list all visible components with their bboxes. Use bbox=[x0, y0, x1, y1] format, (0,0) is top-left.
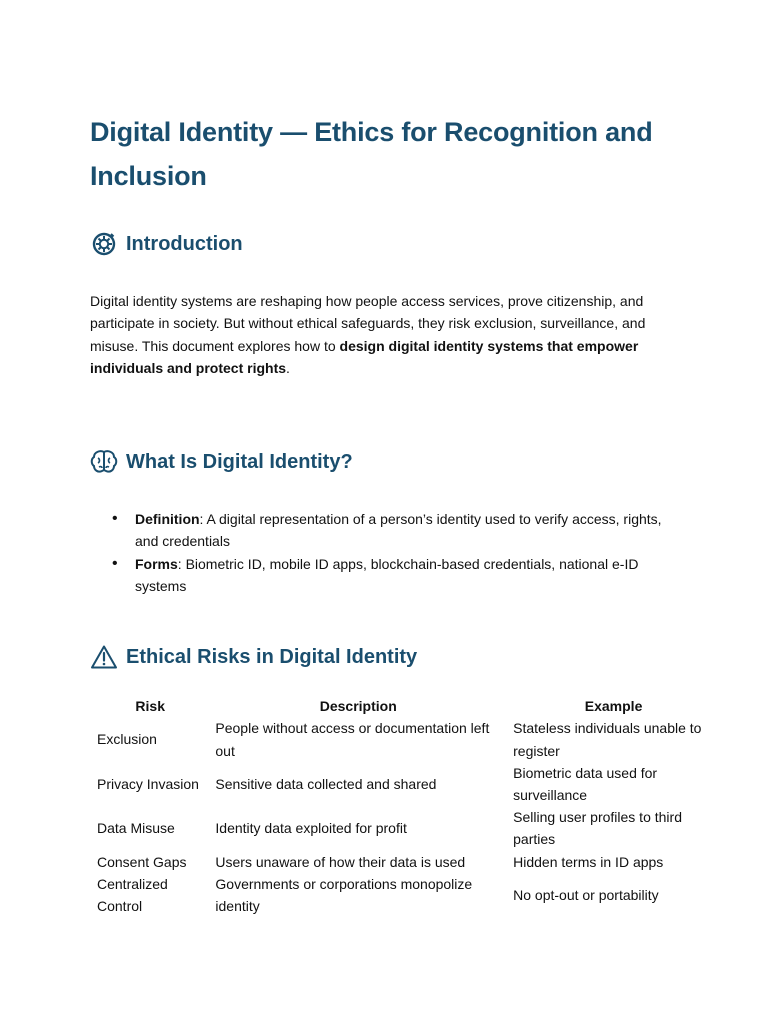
list-item-text: : Biometric ID, mobile ID apps, blockchain-based credentials, national e-ID systems bbox=[135, 555, 639, 595]
table-cell-example: Stateless individuals unable to register bbox=[513, 720, 702, 759]
gear-badge-icon bbox=[90, 230, 118, 258]
column-header-risk: Risk bbox=[135, 698, 165, 715]
table-cell-risk: Consent Gaps bbox=[97, 853, 187, 870]
table-header-row bbox=[91, 695, 720, 717]
table-cell-risk: Privacy Invasion bbox=[97, 775, 199, 792]
table-cell-example: Hidden terms in ID apps bbox=[513, 853, 664, 870]
table-cell-risk: Exclusion bbox=[97, 731, 157, 748]
table-cell-risk: Centralized Control bbox=[97, 875, 168, 914]
column-header-example: Example bbox=[584, 698, 643, 715]
list-item-text: : A digital representation of a person’s identity used to verify access, rights, and credentials bbox=[135, 511, 662, 550]
table-cell-description: Governments or corporations monopolize identity bbox=[215, 875, 473, 914]
table-cell-risk: Data Misuse bbox=[97, 820, 175, 837]
table-cell-description: Sensitive data collected and shared bbox=[215, 775, 437, 792]
bullet-icon: • bbox=[112, 510, 118, 528]
table-cell-description: Identity data exploited for profit bbox=[215, 820, 407, 837]
table-cell-description: Users unaware of how their data is used bbox=[215, 853, 466, 870]
intro-text-end: . bbox=[286, 359, 290, 376]
table-cell-description: People without access or documentation left out bbox=[215, 720, 490, 759]
list-item bbox=[90, 508, 675, 553]
section-heading-what-is-digital-identity bbox=[90, 446, 720, 478]
intro-text: Digital identity systems are reshaping how people access services, prove citizenship, and participate in society. But without ethical safeguards, they risk exclusion, surveillance, and misuse. This document explores how to bbox=[90, 293, 646, 354]
table-row bbox=[91, 762, 720, 806]
intro-emphasis: design digital identity systems that empower individuals and protect rights bbox=[90, 337, 639, 376]
table-cell-example: Biometric data used for surveillance bbox=[513, 764, 658, 803]
section-heading-introduction bbox=[90, 228, 720, 260]
section-heading-ethical-risks bbox=[90, 641, 720, 673]
brain-icon bbox=[90, 448, 118, 476]
risks-table bbox=[91, 695, 720, 917]
table-row bbox=[91, 851, 720, 873]
column-header-description: Description bbox=[319, 698, 397, 715]
intro-paragraph bbox=[90, 290, 690, 379]
section-heading-label: Introduction bbox=[126, 232, 243, 255]
list-item-term: Definition bbox=[135, 511, 200, 528]
table-cell-example: Selling user profiles to third parties bbox=[513, 809, 682, 848]
table-row bbox=[91, 873, 720, 917]
list-item-term: Forms bbox=[135, 555, 178, 572]
warning-icon bbox=[90, 643, 118, 671]
section-heading-label: What Is Digital Identity? bbox=[126, 450, 353, 473]
document-title: Digital Identity — Ethics for Recognition and Inclusion bbox=[90, 117, 653, 191]
table-row bbox=[91, 717, 720, 761]
definition-list bbox=[90, 508, 720, 597]
list-item bbox=[90, 553, 675, 598]
bullet-icon: • bbox=[112, 554, 118, 572]
document-page bbox=[90, 110, 720, 917]
section-heading-label: Ethical Risks in Digital Identity bbox=[126, 645, 418, 668]
table-row bbox=[91, 806, 720, 850]
table-cell-example: No opt-out or portability bbox=[513, 886, 659, 903]
